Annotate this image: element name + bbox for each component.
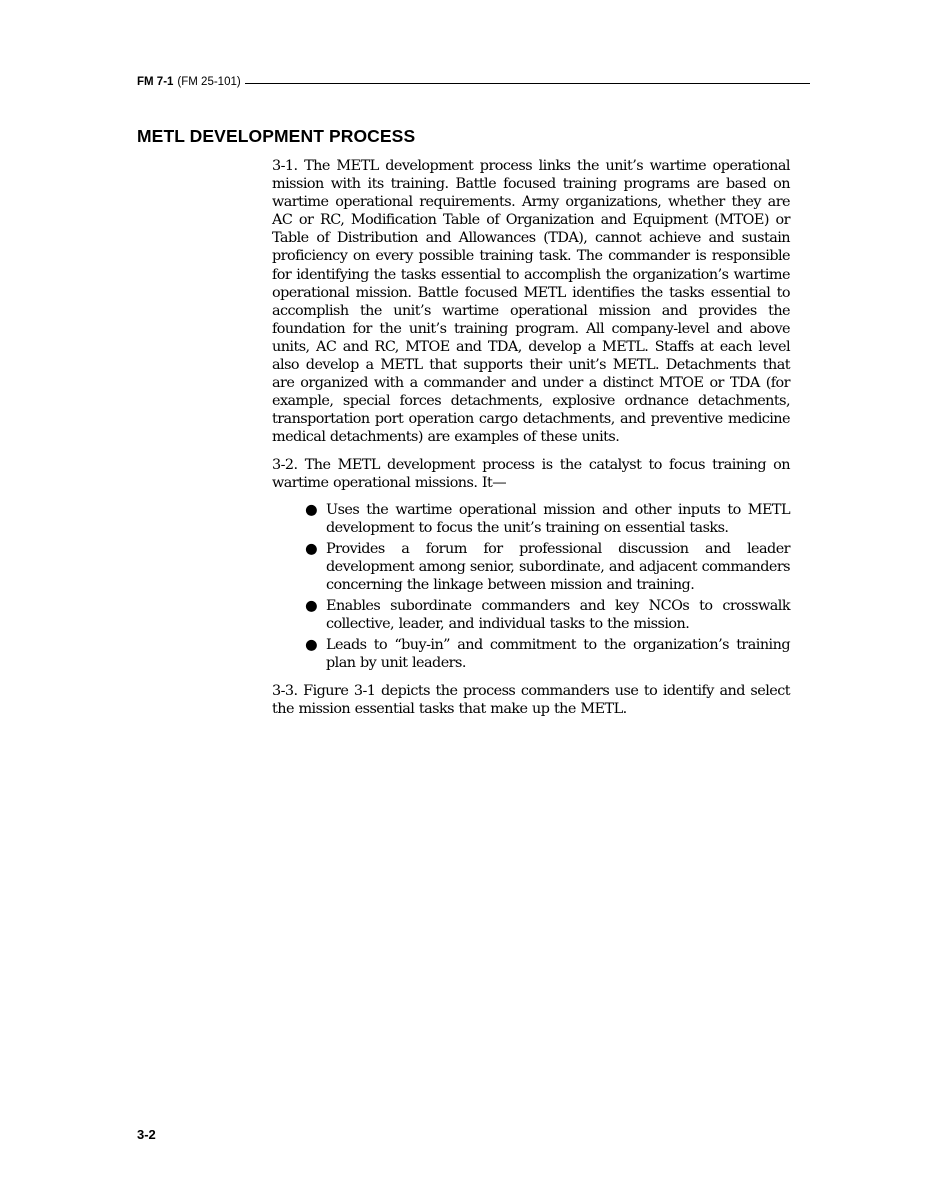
bullet-icon: ● <box>305 540 318 557</box>
bullet-text: Uses the wartime operational mission and other inputs to METL development to focus the unit’s training on essential tasks. <box>326 501 790 536</box>
page-number: 3-2 <box>137 1127 156 1142</box>
bullet-icon: ● <box>305 501 318 518</box>
bullet-list <box>272 501 790 673</box>
paragraph-3-1: 3-1. The METL development process links the unit’s wartime operational mission with its training. Battle focused training programs are based on wartime operational requirements. Army organizations, whether they are AC or RC, Modification Table of Organization and Equipment (MTOE) or Table of Distribution and Allowances (TDA), cannot achieve and sustain proficiency on every possible training task. The commander is responsible for identifying the tasks essential to accomplish the organization’s wartime operational mission. Battle focused METL identifies the tasks essential to accomplish the unit’s wartime operational mission and provides the foundation for the unit’s training program. All company-level and above units, AC and RC, MTOE and TDA, develop a METL. Staffs at each level also develop a METL that supports their unit’s METL. Detachments that are organized with a commander and under a distinct MTOE or TDA (for example, special forces detachments, explosive ordnance detachments, transportation port operation cargo detachments, and preventive medicine medical detachments) are examples of these units. <box>272 158 790 446</box>
running-header <box>137 73 810 91</box>
bullet-item <box>272 501 790 537</box>
bullet-icon: ● <box>305 598 318 615</box>
paragraph-3-2: 3-2. The METL development process is the catalyst to focus training on wartime operational missions. It— <box>272 456 790 491</box>
body-text <box>272 157 790 727</box>
paragraph-3-3: 3-3. Figure 3-1 depicts the process commanders use to identify and select the mission essential tasks that make up the METL. <box>272 682 790 717</box>
bullet-text: Enables subordinate commanders and key NCOs to crosswalk collective, leader, and individual tasks to the mission. <box>326 598 790 633</box>
bullet-icon: ● <box>305 637 318 654</box>
bullet-item <box>272 636 790 672</box>
bullet-item <box>272 540 790 594</box>
bullet-item <box>272 597 790 633</box>
bullet-text: Leads to “buy-in” and commitment to the organization’s training plan by unit leaders. <box>326 637 790 672</box>
superseded-reference: (FM 25-101) <box>177 76 241 88</box>
header-rule <box>245 83 810 84</box>
bullet-text: Provides a forum for professional discussion and leader development among senior, subordinate, and adjacent commanders concerning the linkage between mission and training. <box>326 540 790 594</box>
section-title: METL DEVELOPMENT PROCESS <box>137 126 416 146</box>
publication-number: FM 7-1 <box>137 76 174 88</box>
